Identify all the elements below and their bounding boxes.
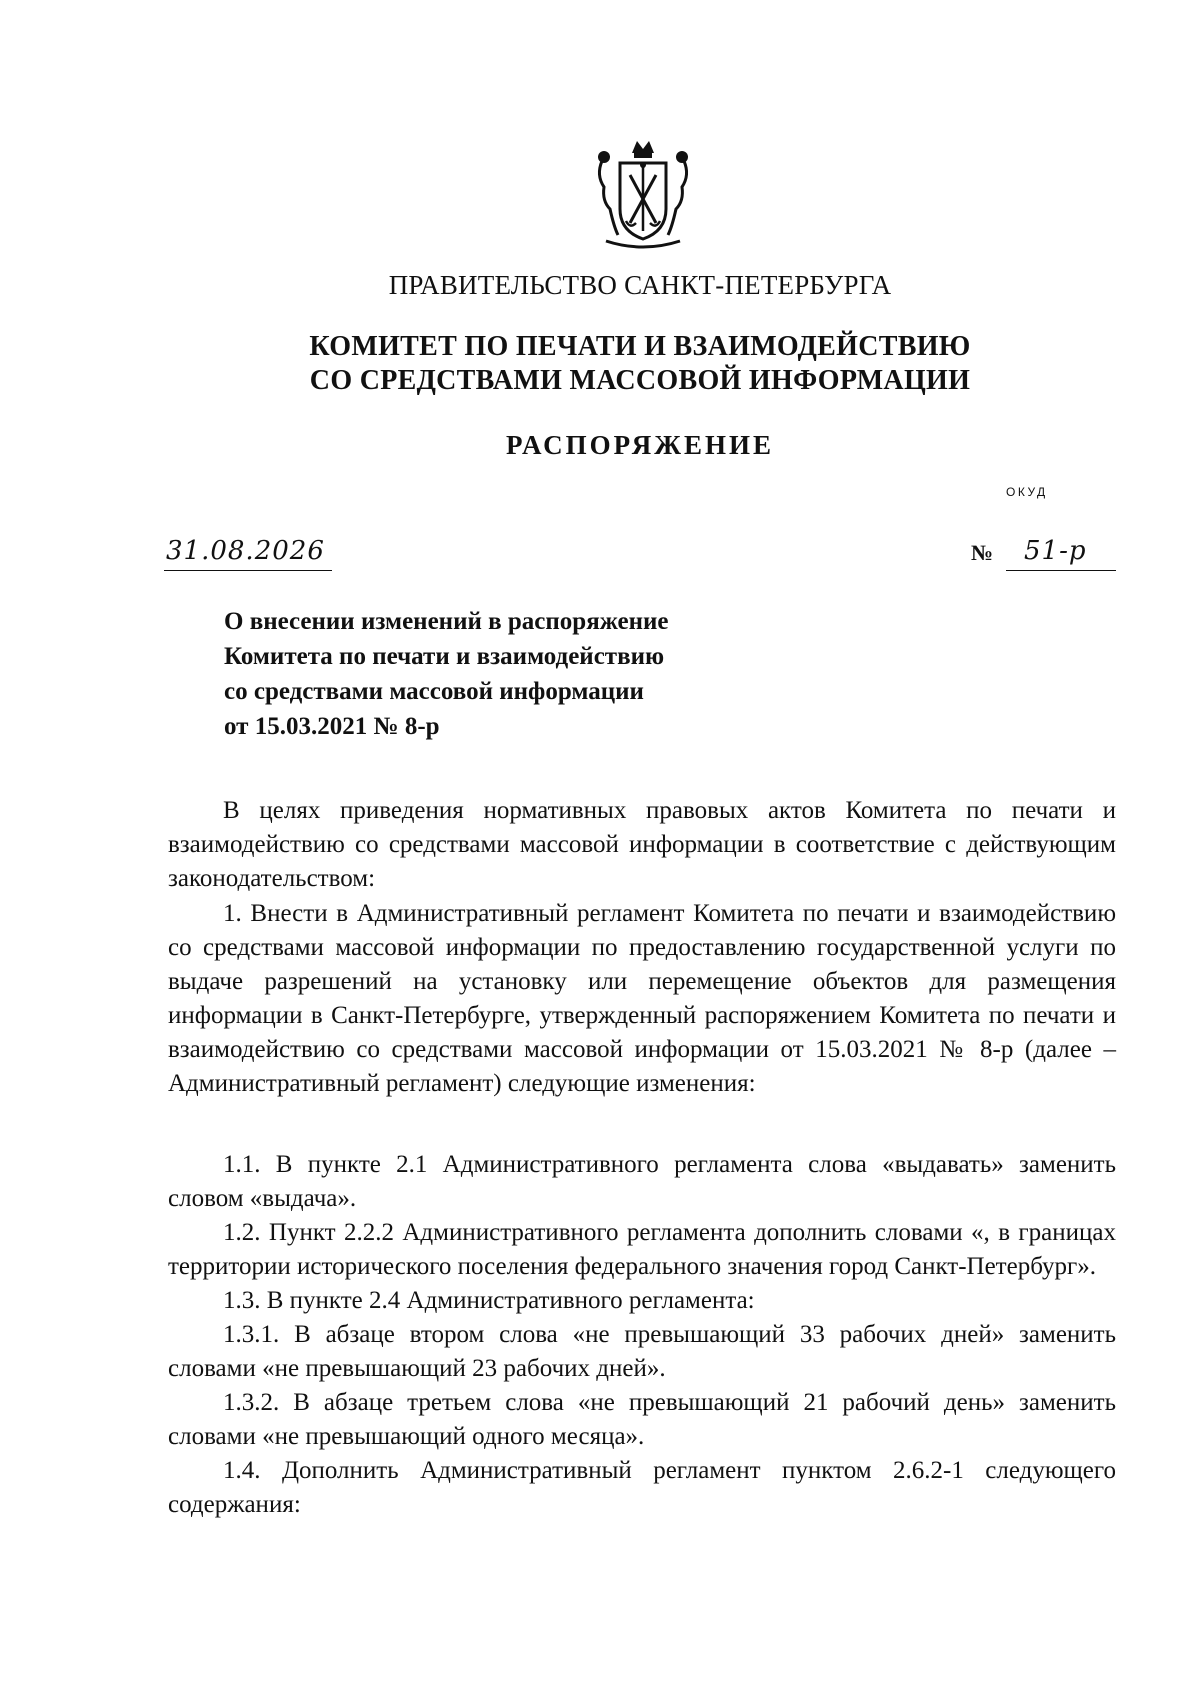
item-1-3-2-paragraph: 1.3.2. В абзаце третьем слова «не превышающий 21 рабочий день» заменить словами «не превышающий одного месяца». <box>168 1389 1116 1450</box>
item-1-3-1-paragraph: 1.3.1. В абзаце втором слова «не превышающий 33 рабочих дней» заменить словами «не превышающий 23 рабочих дней». <box>168 1321 1116 1382</box>
document-number: 51-р <box>1024 536 1087 566</box>
government-title: ПРАВИТЕЛЬСТВО САНКТ-ПЕТЕРБУРГА <box>388 270 892 300</box>
document-number-field <box>1006 534 1116 571</box>
item-1-paragraph: 1. Внести в Административный регламент Комитета по печати и взаимодействию со средствами массовой информации по предоставлению государственной услуги по выдаче разрешений на установку или перемещение объектов для размещения информации в Санкт-Петербурге, утвержденный распоряжением Комитета по печати и взаимодействию со средствами массовой информации от 15.03.2021 № 8-р (далее – Административный регламент) следующие изменения: <box>168 900 1116 1097</box>
body-item1-block <box>168 897 1116 1101</box>
item-1-2-paragraph: 1.2. Пункт 2.2.2 Административного регламента дополнить словами «, в границах территории исторического поселения федерального значения город Санкт-Петербург». <box>168 1219 1116 1280</box>
okud-label: ОКУД <box>1006 485 1048 499</box>
committee-title-line2: СО СРЕДСТВАМИ МАССОВОЙ ИНФОРМАЦИИ <box>309 365 971 396</box>
body-subitems-block <box>168 1148 1116 1522</box>
item-1-1-paragraph: 1.1. В пункте 2.1 Административного регламента слова «выдавать» заменить словом «выдача». <box>168 1151 1116 1212</box>
subject-line2: Комитета по печати и взаимодействию <box>224 643 665 670</box>
item-1-3-paragraph: 1.3. В пункте 2.4 Административного регламента: <box>223 1287 755 1314</box>
subject-line1: О внесении изменений в распоряжение <box>224 608 669 635</box>
subject-line3: со средствами массовой информации <box>224 678 644 705</box>
body-preamble-block <box>168 794 1116 896</box>
document-type: РАСПОРЯЖЕНИЕ <box>505 430 775 460</box>
committee-title <box>0 330 1200 398</box>
document-date: 31.08.2026 <box>166 536 325 566</box>
number-label: № <box>971 540 994 565</box>
saint-petersburg-coat-of-arms-icon <box>592 135 694 253</box>
committee-title-line1: КОМИТЕТ ПО ПЕЧАТИ И ВЗАИМОДЕЙСТВИЮ <box>309 331 971 362</box>
preamble-paragraph: В целях приведения нормативных правовых актов Комитета по печати и взаимодействию со средствами массовой информации в соответствие с действующим законодательством: <box>168 797 1116 892</box>
document-date-field <box>164 534 332 571</box>
subject-line4: от 15.03.2021 № 8-р <box>224 713 440 740</box>
document-subject <box>224 604 669 744</box>
item-1-4-paragraph: 1.4. Дополнить Административный регламент пунктом 2.6.2-1 следующего содержания: <box>168 1457 1116 1518</box>
